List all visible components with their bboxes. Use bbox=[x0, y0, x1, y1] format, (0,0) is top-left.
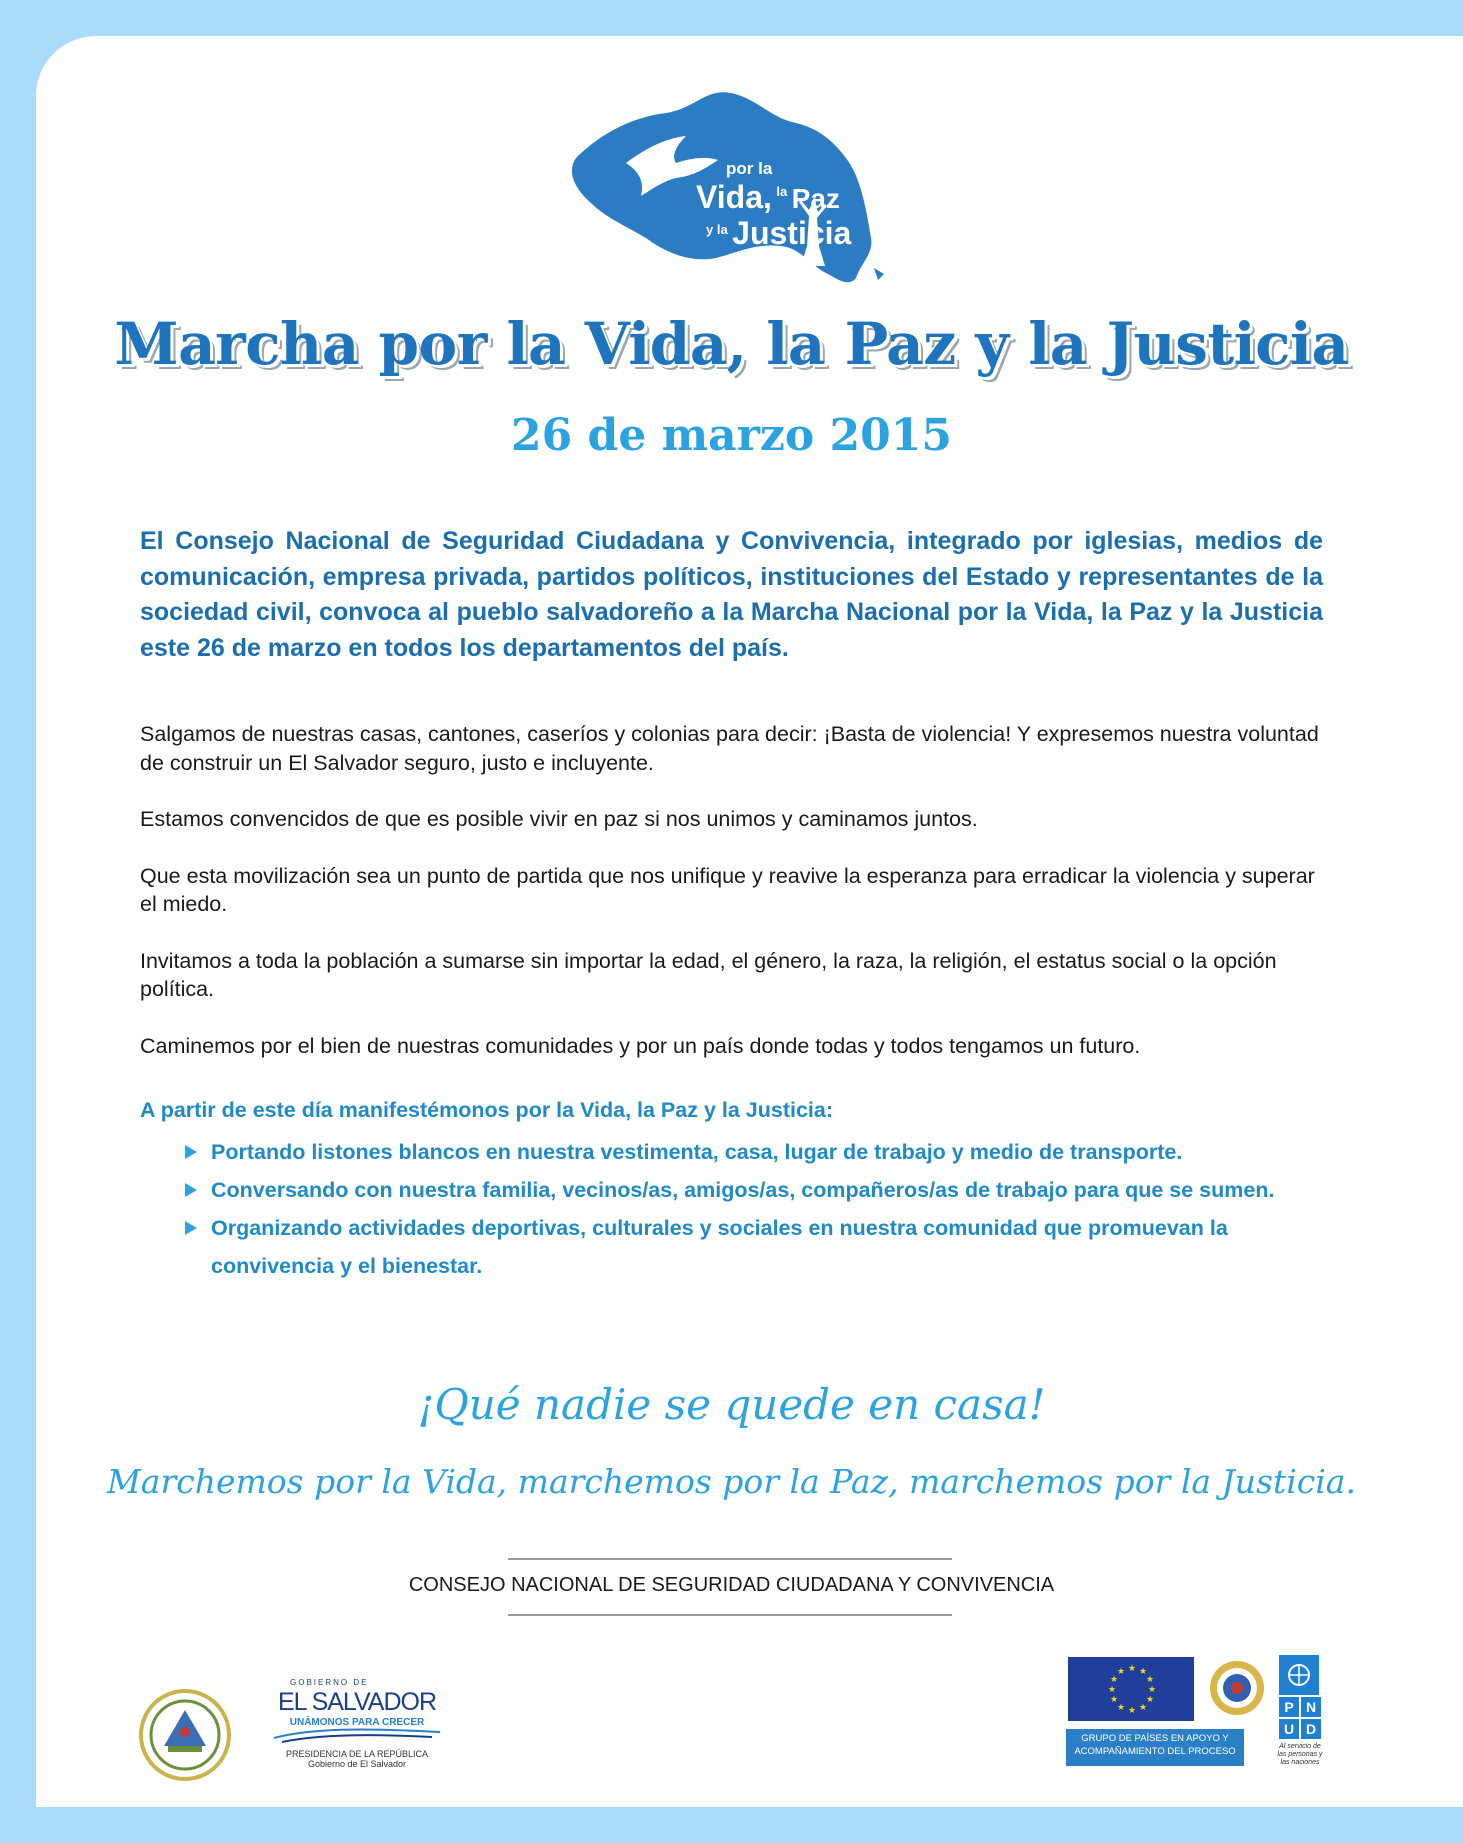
svg-text:★: ★ bbox=[1110, 1695, 1119, 1705]
logo-line-1: por la bbox=[726, 159, 773, 178]
logo-line-3b: Justicia bbox=[732, 215, 852, 251]
svg-text:★: ★ bbox=[1117, 1703, 1126, 1713]
paragraph: Estamos convencidos de que es posible vivir en paz si nos unimos y caminamos juntos. bbox=[140, 807, 978, 831]
list-item bbox=[140, 1209, 1300, 1285]
pnud-letter: U bbox=[1279, 1719, 1299, 1739]
list-item bbox=[140, 1171, 1300, 1209]
svg-text:★: ★ bbox=[1117, 1667, 1126, 1677]
list-item-text: Organizando actividades deportivas, culturales y sociales en nuestra comunidad que promuevan la convivencia y el bienestar. bbox=[211, 1216, 1228, 1278]
group-support-text: GRUPO DE PAÍSES EN APOYO Y ACOMPAÑAMIENTO DEL PROCESO bbox=[1066, 1729, 1244, 1766]
svg-text:★: ★ bbox=[1128, 1664, 1137, 1674]
triangle-bullet-icon bbox=[185, 1183, 197, 1197]
slogan-stay-home: ¡Qué nadie se quede en casa! bbox=[417, 1380, 1046, 1429]
pnud-tagline: Al servicio de las personas y las naciones bbox=[1277, 1743, 1323, 1766]
council-name: CONSEJO NACIONAL DE SEGURIDAD CIUDADANA Y CONVIVENCIA bbox=[408, 1574, 1055, 1596]
intro-paragraph: El Consejo Nacional de Seguridad Ciudadana y Convivencia, integrado por iglesias, medios de comunicación, empresa privada, partidos políticos, instituciones del Estado y representantes de la sociedad civil, convoca al pueblo salvadoreño a la Marcha Nacional por la Vida, la Paz y la Justicia este 26 de marzo en todos los departamentos del país. bbox=[140, 527, 1323, 662]
action-list bbox=[140, 1133, 1300, 1285]
svg-text:★: ★ bbox=[1128, 1706, 1137, 1716]
slogan-march: Marchemos por la Vida, marchemos por la Paz, marchemos por la Justicia. bbox=[107, 1462, 1356, 1501]
paragraph: Caminemos por el bien de nuestras comunidades y por un país donde todas y todos tengamos un futuro. bbox=[140, 1033, 1141, 1058]
paragraph: Salgamos de nuestras casas, cantones, caseríos y colonias para decir: ¡Basta de violencia! Y expresemos nuestra voluntad de construir un El Salvador seguro, justo e incluyente. bbox=[140, 722, 1319, 775]
coat-of-arms-icon bbox=[138, 1688, 232, 1782]
list-item-text: Conversando con nuestra familia, vecinos/as, amigos/as, compañeros/as de trabajo para que se sumen. bbox=[211, 1178, 1275, 1202]
eu-flag-icon bbox=[1068, 1657, 1194, 1721]
svg-text:★: ★ bbox=[1139, 1667, 1148, 1677]
logo-line-3a: y la bbox=[706, 222, 728, 237]
svg-text:★: ★ bbox=[1146, 1695, 1155, 1705]
un-emblem-icon bbox=[1279, 1655, 1319, 1695]
page-title: Marcha por la Vida, la Paz y la Justicia bbox=[114, 310, 1349, 378]
list-item bbox=[140, 1133, 1300, 1171]
divider-top bbox=[508, 1558, 952, 1560]
gov-name: EL SALVADOR bbox=[277, 1688, 437, 1716]
paragraph: Que esta movilización sea un punto de partida que nos unifique y reavive la esperanza para erradicar la violencia y superar el miedo. bbox=[140, 863, 1315, 916]
pnud-letter: P bbox=[1279, 1697, 1299, 1717]
presidency-text: PRESIDENCIA DE LA REPÚBLICA bbox=[285, 1749, 429, 1759]
presidency-sub: Gobierno de El Salvador bbox=[307, 1759, 407, 1769]
map-island bbox=[874, 268, 884, 280]
svg-text:★: ★ bbox=[1146, 1675, 1155, 1685]
pnud-letter: D bbox=[1301, 1719, 1321, 1739]
coat-of-arms-seal bbox=[138, 1688, 232, 1782]
march-logo bbox=[556, 78, 906, 293]
svg-text:★: ★ bbox=[1110, 1675, 1119, 1685]
gov-motto: UNÁMONOS PARA CRECER bbox=[289, 1717, 425, 1728]
triangle-bullet-icon bbox=[185, 1221, 197, 1235]
gov-small-text: GOBIERNO DE bbox=[290, 1678, 369, 1687]
svg-text:★: ★ bbox=[1139, 1703, 1148, 1713]
list-item-text: Portando listones blancos en nuestra vestimenta, casa, lugar de trabajo y medio de transporte. bbox=[211, 1140, 1183, 1164]
svg-text:Vida, la Paz bbox=[696, 179, 840, 215]
oas-seal-icon bbox=[1208, 1659, 1266, 1717]
pnud-letter-grid bbox=[1279, 1697, 1325, 1739]
logo-line-2c: Paz bbox=[791, 183, 840, 214]
wave-lines-icon bbox=[272, 1728, 442, 1744]
paragraph: Invitamos a toda la población a sumarse sin importar la edad, el género, la raza, la religión, el estatus social o la opción política. bbox=[140, 948, 1277, 1001]
el-salvador-map-logo bbox=[556, 78, 906, 293]
list-heading: A partir de este día manifestémonos por la Vida, la Paz y la Justicia: bbox=[140, 1098, 834, 1122]
pnud-letter: N bbox=[1301, 1697, 1321, 1717]
divider-bottom bbox=[508, 1614, 952, 1616]
svg-text:★: ★ bbox=[1148, 1685, 1157, 1695]
body-text bbox=[140, 720, 1330, 1088]
logo-line-2a: Vida, bbox=[696, 179, 772, 215]
government-logo bbox=[272, 1678, 442, 1778]
triangle-bullet-icon bbox=[185, 1145, 197, 1159]
eu-group-logo bbox=[1066, 1657, 1246, 1775]
event-date: 26 de marzo 2015 bbox=[511, 410, 952, 461]
logo-line-2b: la bbox=[776, 184, 788, 199]
svg-text:★: ★ bbox=[1108, 1685, 1117, 1695]
pnud-logo bbox=[1275, 1655, 1325, 1781]
